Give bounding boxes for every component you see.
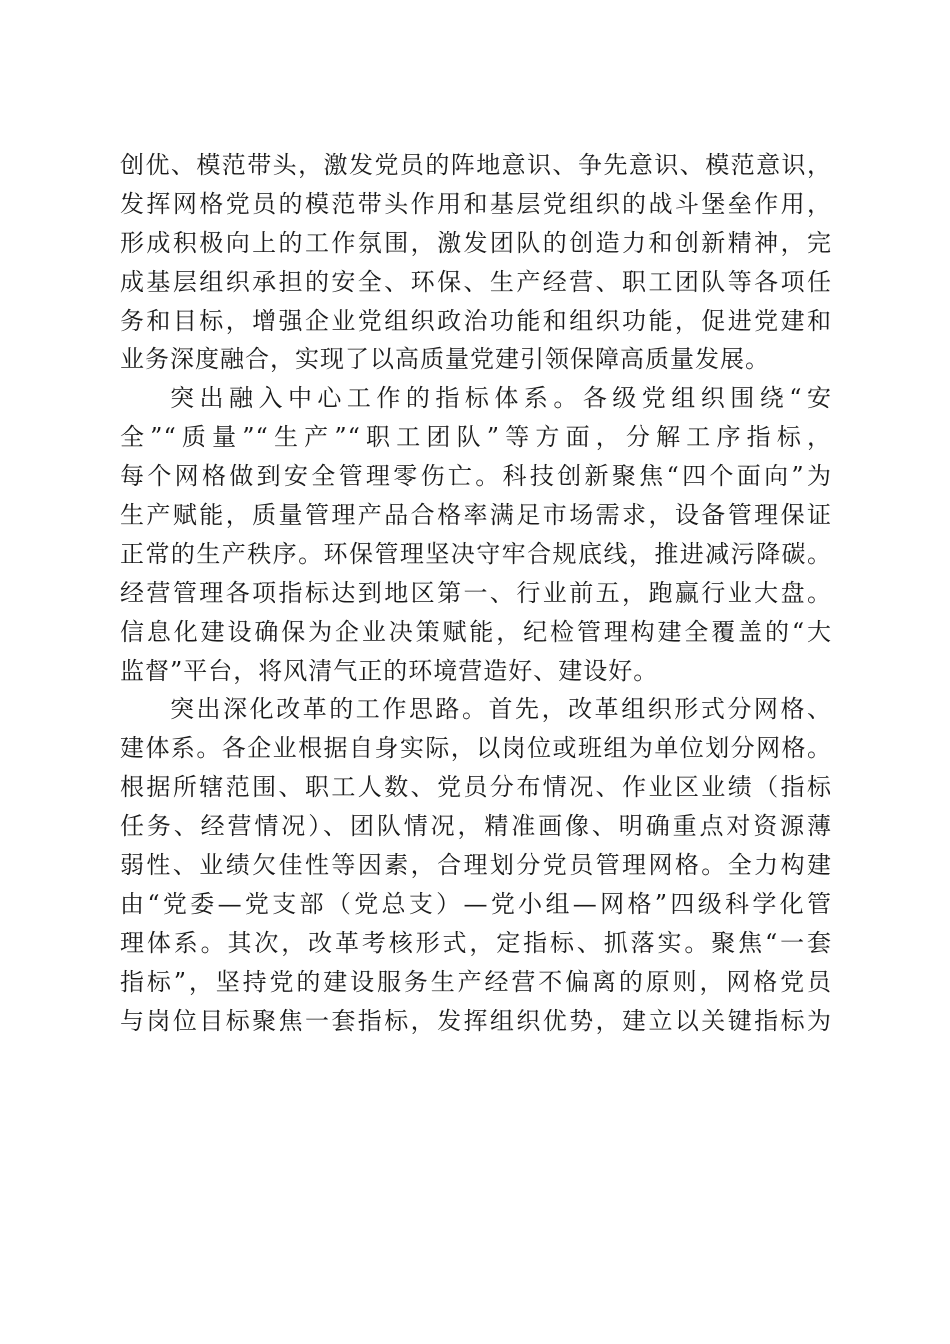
text-line: 发挥网格党员的模范带头作用和基层党组织的战斗堡垒作用， [120, 189, 832, 218]
text-line: 根据所辖范围、职工人数、党员分布情况、作业区业绩（指标 [120, 773, 832, 802]
text-line: 建体系。各企业根据自身实际，以岗位或班组为单位划分网格。 [120, 734, 832, 763]
text-line: 创优、模范带头，激发党员的阵地意识、争先意识、模范意识， [120, 151, 832, 179]
text-line: 理体系。其次，改革考核形式，定指标、抓落实。聚焦“一套 [120, 928, 832, 957]
text-line: 成基层组织承担的安全、环保、生产经营、职工团队等各项任 [120, 267, 832, 296]
text-line: 正常的生产秩序。环保管理坚决守牢合规底线，推进减污降碳。 [120, 539, 832, 568]
text-line: 指标”，坚持党的建设服务生产经营不偏离的原则，网格党员 [120, 967, 832, 996]
text-line: 监督”平台，将风清气正的环境营造好、建设好。 [120, 656, 659, 685]
text-line: 弱性、业绩欠佳性等因素，合理划分党员管理网格。全力构建 [120, 851, 832, 880]
text-line: 务和目标，增强企业党组织政治功能和组织功能，促进党建和 [120, 306, 832, 335]
text-line: 经营管理各项指标达到地区第一、行业前五，跑赢行业大盘。 [120, 578, 832, 607]
text-line: 生产赋能，质量管理产品合格率满足市场需求，设备管理保证 [120, 501, 832, 530]
paragraph-3 [120, 690, 832, 1040]
text-line: 突出融入中心工作的指标体系。各级党组织围绕“安 [170, 384, 832, 413]
text-line: 形成积极向上的工作氛围，激发团队的创造力和创新精神，完 [120, 228, 832, 257]
paragraph-2 [120, 379, 832, 690]
text-line: 由“党委—党支部（党总支）—党小组—网格”四级科学化管 [120, 889, 832, 918]
text-line: 任务、经营情况）、团队情况，精准画像、明确重点对资源薄 [120, 812, 832, 841]
paragraph-1 [120, 146, 832, 379]
text-line: 每个网格做到安全管理零伤亡。科技创新聚焦“四个面向”为 [120, 462, 832, 491]
text-line: 信息化建设确保为企业决策赋能，纪检管理构建全覆盖的“大 [120, 617, 832, 646]
document-body [120, 146, 832, 1040]
text-line: 全”“质量”“生产”“职工团队”等方面，分解工序指标， [120, 423, 832, 452]
text-line: 业务深度融合，实现了以高质量党建引领保障高质量发展。 [120, 345, 770, 374]
text-line: 与岗位目标聚焦一套指标，发挥组织优势，建立以关键指标为 [120, 1006, 832, 1035]
text-line: 突出深化改革的工作思路。首先，改革组织形式分网格、 [170, 695, 832, 724]
